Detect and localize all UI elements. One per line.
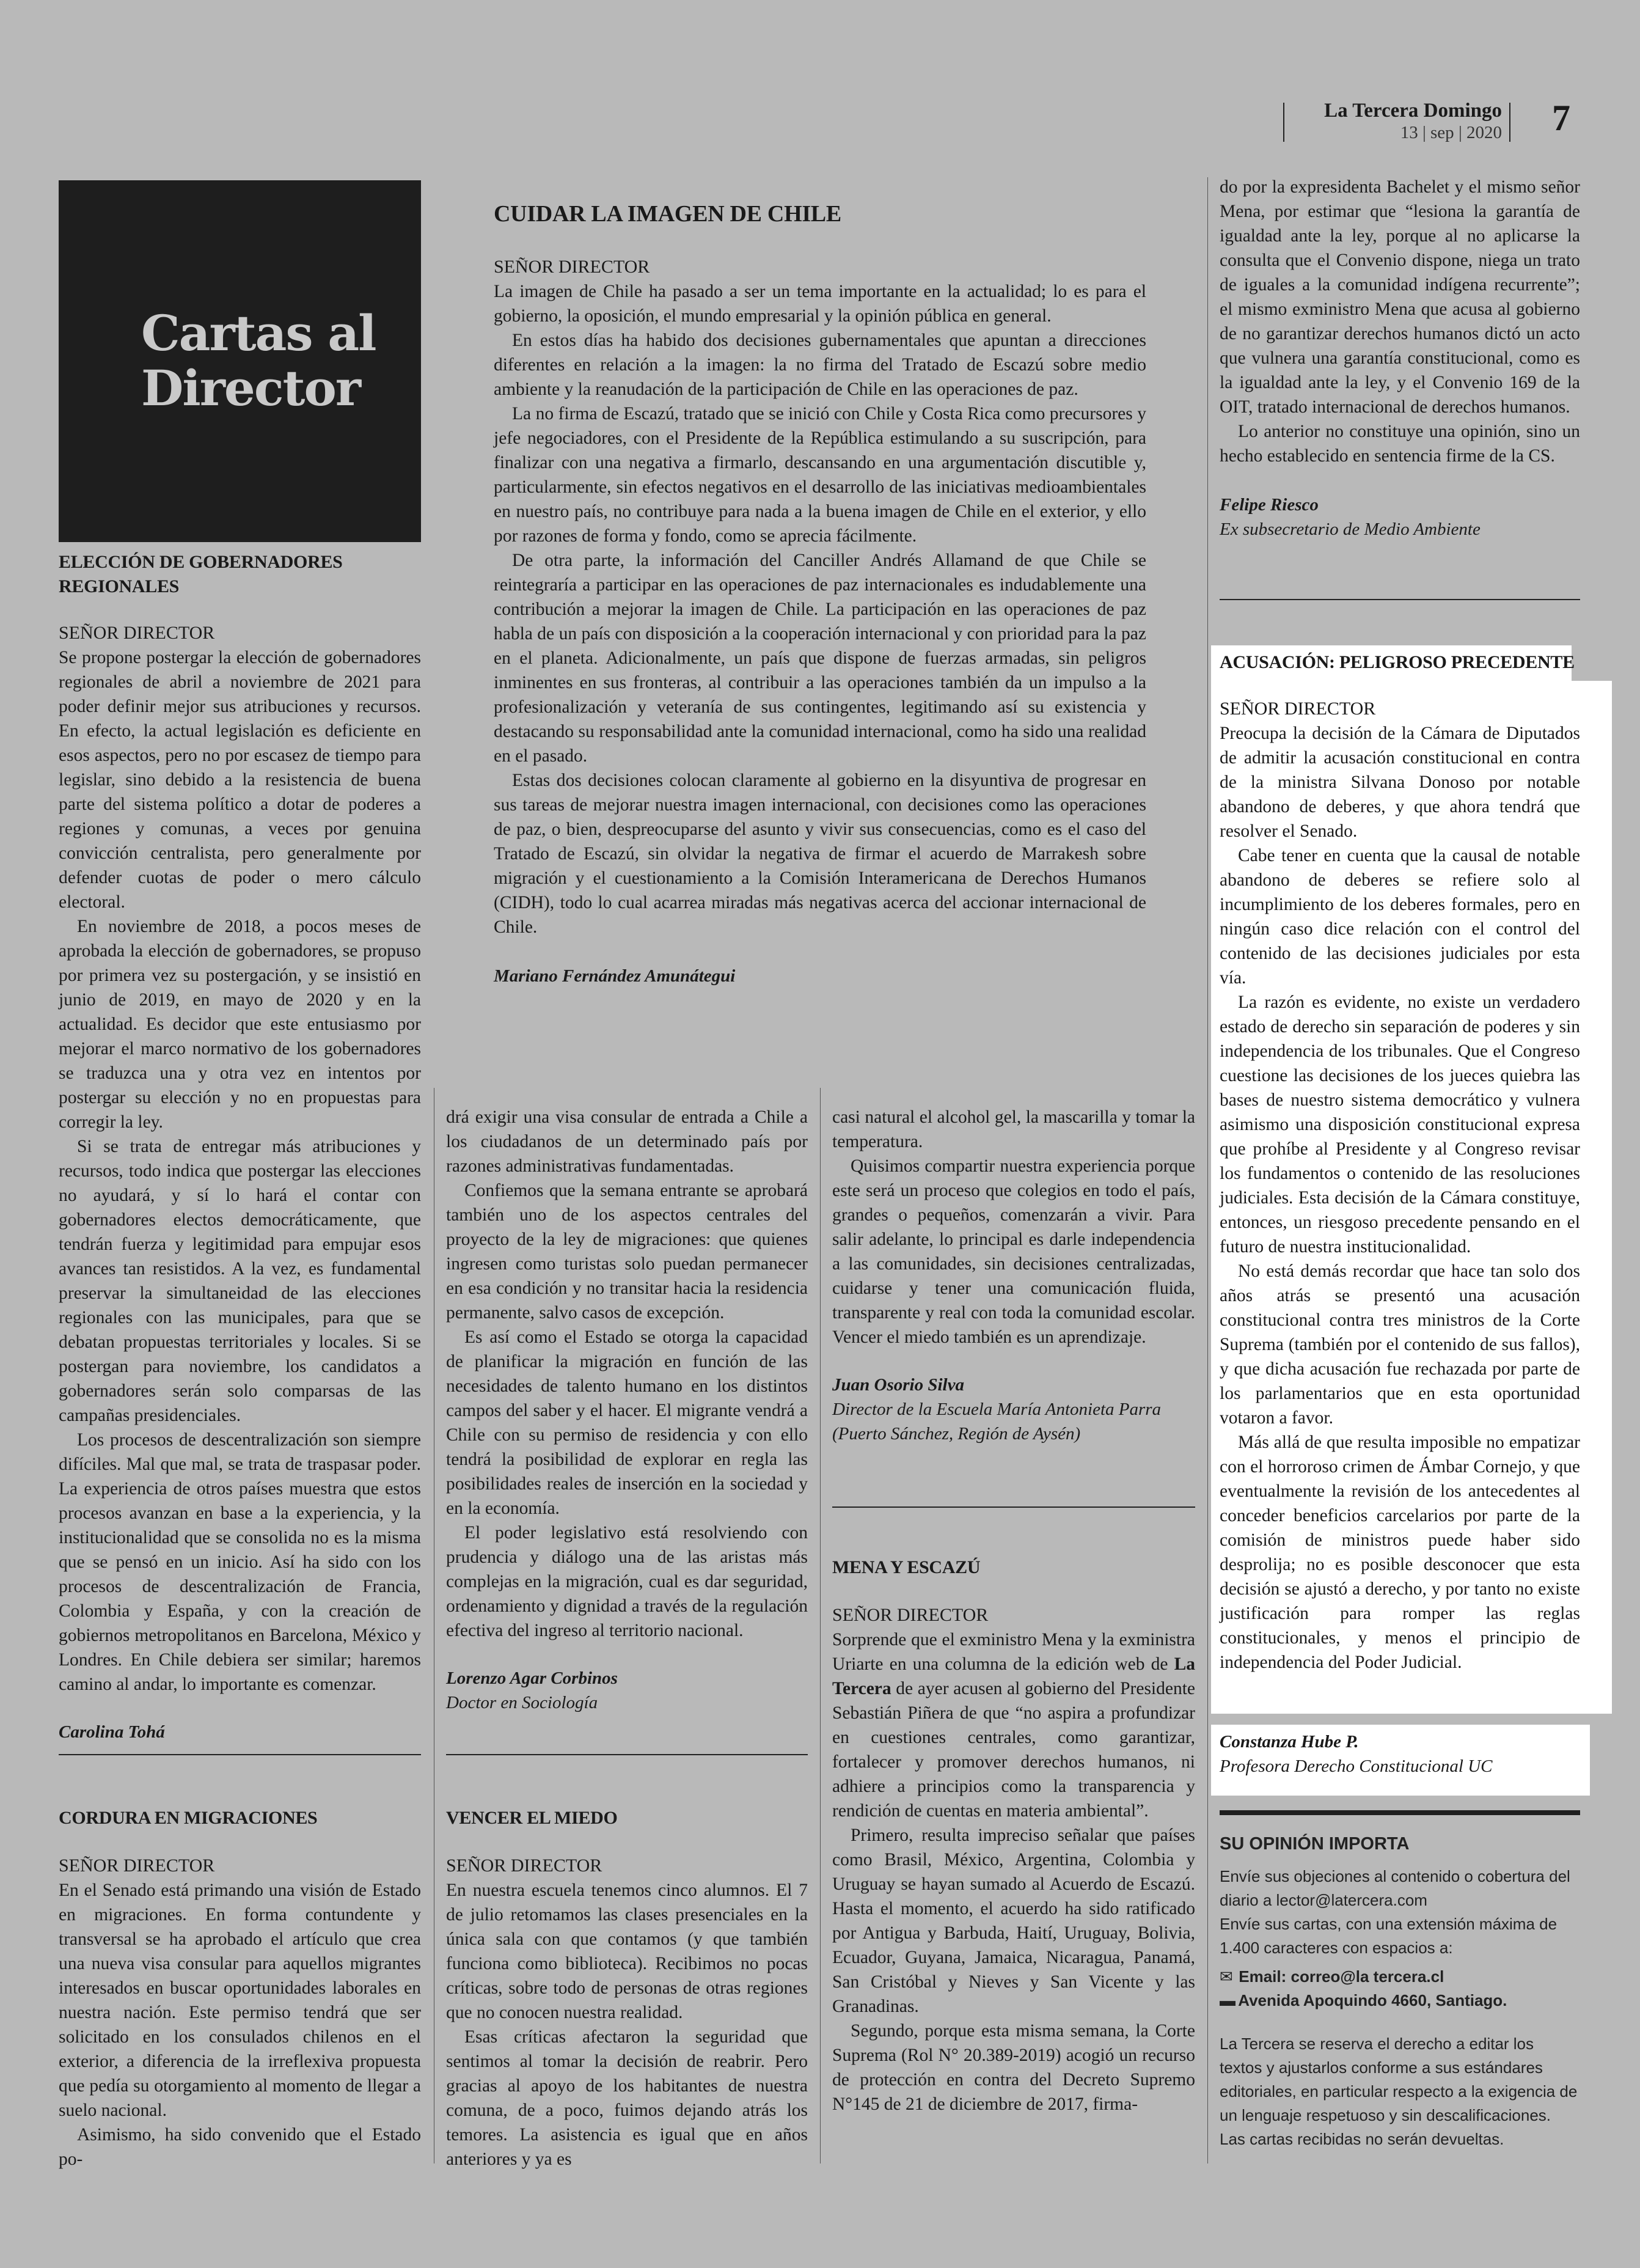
letter-heading: CORDURA EN MIGRACIONES (59, 1808, 318, 1828)
letter-signature: Carolina Tohá (59, 1722, 165, 1742)
column-divider (1207, 177, 1208, 2163)
letter-signature: Constanza Hube P. (1220, 1732, 1359, 1752)
date-year: 2020 (1466, 123, 1502, 142)
section-title-line1: Cartas al (141, 304, 376, 362)
salutation: SEÑOR DIRECTOR (446, 1855, 602, 1876)
salutation: SEÑOR DIRECTOR (832, 1605, 989, 1625)
letter-mena-cont (1220, 175, 1580, 541)
letter-signature-title: Doctor en Sociología (446, 1693, 598, 1712)
letter-heading: VENCER EL MIEDO (446, 1808, 618, 1828)
letter-paragraph: Es así como el Estado se otorga la capacidad de planificar la migración en función de las necesidades de talento humano en los distintos campos del saber y el hacer. El migrante vendrá a Chile con su permiso de residencia y con ello tendrá la posibilidad de explorar en regla las posibilidades reales de inserción en la sociedad y en la economía. (446, 1327, 808, 1518)
letter-miedo-cont (832, 1105, 1195, 1446)
opinion-line2: Envíe sus cartas, con una extensión máxima de 1.400 caracteres con espacios a: (1220, 1915, 1558, 1957)
letter-paragraph: Confiemos que la semana entrante se aprobará también uno de los aspectos centrales del proyecto de la ley de migraciones: que quienes ingresen como turistas solo puedan permanecer en esa condición y no transitar hacia la residencia permanente, salvo casos de excepción. (446, 1181, 808, 1323)
mailbox-icon: ▬ (1220, 1991, 1235, 2009)
paper-name: La Tercera Domingo (1324, 100, 1502, 122)
acusacion-signature (1220, 1730, 1580, 1778)
letter-imagen (494, 199, 1146, 988)
letter-signature-title: Profesora Derecho Constitucional UC (1220, 1756, 1493, 1776)
letter-paragraph: La razón es evidente, no existe un verdadero estado de derecho sin separación de poderes y sin independencia de los tribunales. Que el Congreso cuestione las decisiones de los jueces quiebra las bases de nuestro sistema democrático y vulnera asimismo una disposición constitucional expresa que prohíbe al Presidente y al Congreso revisar los fundamentos o contenido de las resoluciones judiciales. Esta decisión de la Cámara constituye, entonces, un riesgoso precedente pensando en el futuro de nuestra institucionalidad. (1220, 993, 1580, 1257)
opinion-address: Avenida Apoquindo 4660, Santiago. (1238, 1991, 1507, 2009)
letter-paragraph: Quisimos compartir nuestra experiencia porque este será un proceso que colegios en todo el país, grandes o pequeños, comenzarán a vivir. Para salir adelante, lo principal es darle independencia a las comunidades, sin decisiones centralizadas, cuidarse y tener una comunicación fluida, transparente y real con toda la comunidad escolar. Vencer el miedo también es un aprendizaje. (832, 1156, 1195, 1347)
date-month: sep (1430, 123, 1454, 142)
letter-paragraph: casi natural el alcohol gel, la mascarilla y tomar la temperatura. (832, 1107, 1195, 1151)
column-divider (820, 1088, 821, 2163)
letter-paragraph: En nuestra escuela tenemos cinco alumnos. El 7 de julio retomamos las clases presenciales en la única sala con que contamos (y que también funciona como biblioteca). Recibimos no pocas críticas, sobre todo de personas de otras regiones que no conocen nuestra realidad. (446, 1881, 808, 2022)
letter-paragraph: Más allá de que resulta imposible no empatizar con el horroroso crimen de Ámbar Cornejo, y que eventualmente la revisión de los antecedentes al conceder beneficios carcelarios por parte de la comisión de ministros puede haber sido desprolija; no es posible desconocer que esta decisión se ajustó a derecho, y por tanto no existe justificación para romper las reglas constitucionales, y menos el principio de independencia del Poder Judicial. (1220, 1433, 1580, 1672)
letter-signature-title: Ex subsecretario de Medio Ambiente (1220, 519, 1481, 539)
header-divider (1283, 103, 1284, 142)
letter-signature-title: Director de la Escuela María Antonieta Parra (Puerto Sánchez, Región de Aysén) (832, 1400, 1162, 1444)
letter-paragraph (832, 1628, 1195, 1823)
letter-acusacion (1220, 650, 1580, 1675)
opinion-disclaimer: La Tercera se reserva el derecho a editar los textos y ajustarlos conforme a sus estándares editoriales, en particular respecto a la exigencia de un lenguaje respetuoso y sin descalificaciones. Las cartas recibidas no serán devueltas. (1220, 2035, 1578, 2148)
column-rule (59, 1754, 421, 1755)
salutation: SEÑOR DIRECTOR (494, 257, 650, 277)
letter-paragraph: Preocupa la decisión de la Cámara de Diputados de admitir la acusación constitucional en contra de la ministra Silvana Donoso por notable abandono de deberes, y que ahora tendrá que resolver el Senado. (1220, 724, 1580, 841)
letter-paragraph: Asimismo, ha sido convenido que el Estado po- (59, 2125, 421, 2169)
letter-migraciones (59, 1806, 421, 2171)
letter-paragraph: No está demás recordar que hace tan solo dos años atrás se presentó una acusación constitucional contra tres ministros de la Corte Suprema (también por el contenido de sus fallos), y que dicha acusación fue rechazada por parte de los parlamentarios que en esta oportunidad votaron a favor. (1220, 1261, 1580, 1428)
issue-date: 13 | sep | 2020 (1400, 123, 1502, 142)
letter-heading: ELECCIÓN DE GOBERNADORES REGIONALES (59, 552, 343, 596)
section-title-line2: Director (141, 359, 360, 417)
page-header (1289, 99, 1502, 143)
date-day: 13 (1400, 123, 1418, 142)
intro-text: de ayer acusen al gobierno del Presidente Sebastián Piñera de que “no aspira a profundizar en cuestiones centrales, como garantizar, fortalecer y promover derechos humanos, ni adhiere a principios como la transparencia y rendición de cuentas en materia ambiental”. (832, 1679, 1196, 1821)
letter-signature: Felipe Riesco (1220, 495, 1319, 515)
header-divider-2 (1509, 103, 1510, 142)
letter-paragraph: La imagen de Chile ha pasado a ser un tema importante en la actualidad; lo es para el gobierno, la oposición, el mundo empresarial y la opinión pública en general. (494, 282, 1146, 326)
section-box (59, 180, 421, 542)
opinion-title: SU OPINIÓN IMPORTA (1220, 1834, 1410, 1854)
letter-paragraph: Lo anterior no constituye una opinión, sino un hecho establecido en sentencia firme de la CS. (1220, 422, 1580, 466)
column-rule (832, 1506, 1195, 1508)
letter-paragraph: De otra parte, la información del Canciller Andrés Allamand de que Chile se reintegraría a participar en las operaciones de paz internacionales es indudablemente una contribución a mejorar la imagen de Chile. La participación en las operaciones de paz habla de un país con disposición a la cooperación internacional y con prioridad para la paz en el planeta. Adicionalmente, un país que dispone de fuerzas armadas, sin peligros inminentes en sus fronteras, al contribuir a las operaciones también da un impulso a la profesionalización y veteranía de sus contingentes, legitimando así su existencia y destacando su responsabilidad ante la comunidad internacional, como ha sido una realidad en el pasado. (494, 551, 1146, 766)
mail-icon: ✉ (1220, 1967, 1233, 1986)
letter-heading: CUIDAR LA IMAGEN DE CHILE (494, 201, 841, 227)
opinion-line1: Envíe sus objeciones al contenido o cobertura del diario a lector@latercera.com (1220, 1867, 1570, 1909)
letter-paragraph: Estas dos decisiones colocan claramente al gobierno en la disyuntiva de progresar en sus tareas de mejorar nuestra imagen internacional, con decisiones como las operaciones de paz, o bien, despreocuparse del asunto y vivir sus consecuencias, como es el caso del Tratado de Escazú, sin olvidar la negativa de firmar el acuerdo de Marrakesh sobre migración y el cuestionamiento a la Comisión Interamericana de Derechos Humanos (CIDH), todo lo cual acarrea miradas más negativas acerca del accionar internacional de Chile. (494, 771, 1146, 937)
letter-heading: MENA Y ESCAZÚ (832, 1557, 981, 1577)
letter-gobernadores (59, 550, 421, 1744)
letter-signature: Mariano Fernández Amunátegui (494, 966, 736, 986)
letter-signature: Juan Osorio Silva (832, 1375, 964, 1395)
page-number: 7 (1552, 98, 1570, 138)
brand-name: La Tercera (832, 1654, 1196, 1698)
letter-paragraph: En el Senado está primando una visión de Estado en migraciones. En forma contundente y transversal se ha aprobado el artículo que crea una nueva visa consular para aquellos migrantes interesados en buscar oportunidades laborales en nuestra nación. Este permiso tendrá que ser solicitado en los consulados chilenos en el exterior, a diferencia de la irreflexiva propuesta que pedía su otorgamiento al momento de llegar a suelo nacional. (59, 1881, 421, 2120)
letter-mena (832, 1555, 1195, 2116)
email-row (1220, 1965, 1580, 1989)
letter-migraciones-cont (446, 1105, 808, 1715)
opinion-top-rule (1220, 1810, 1580, 1815)
column-rule (1220, 599, 1580, 600)
letter-paragraph: Esas críticas afectaron la seguridad que sentimos al tomar la decisión de reabrir. Pero gracias al apoyo de los habitantes de nuestra comuna, de a poco, fuimos dejando atrás los temores. La asistencia es igual que en años anteriores y ya es (446, 2027, 808, 2169)
letter-heading: ACUSACIÓN: PELIGROSO PRECEDENTE (1220, 652, 1575, 672)
address-row (1220, 1989, 1580, 2013)
opinion-box (1220, 1830, 1580, 2151)
salutation: SEÑOR DIRECTOR (59, 623, 215, 643)
letter-paragraph: Cabe tener en cuenta que la causal de notable abandono de deberes se refiere solo al incumplimiento de los deberes formales, pero en ningún caso dice relación con el control del contenido de las decisiones judiciales por esta vía. (1220, 846, 1580, 988)
intro-text: Sorprende que el exministro Mena y la exministra Uriarte en una columna de la edición web de (832, 1630, 1195, 1674)
letter-paragraph: drá exigir una visa consular de entrada a Chile a los ciudadanos de un determinado país por razones administrativas fundamentadas. (446, 1107, 808, 1176)
letter-paragraph: El poder legislativo está resolviendo con prudencia y diálogo una de las aristas más complejas en la migración, cual es dar seguridad, ordenamiento y dignidad a través de la regulación efectiva del ingreso al territorio nacional. (446, 1523, 808, 1640)
letter-paragraph: Primero, resulta impreciso señalar que países como Brasil, México, Argentina, Colombia y Uruguay se hayan sumado al Acuerdo de Escazú. Hasta el momento, el acuerdo ha sido ratificado por Antigua y Barbuda, Haití, Uruguay, Bolivia, Ecuador, Guyana, Jamaica, Nicaragua, Panamá, San Cristóbal y Nieves y San Vicente y las Granadinas. (832, 1826, 1195, 2016)
letter-paragraph: Si se trata de entregar más atribuciones y recursos, todo indica que postergar las elecciones no ayudará, y sí lo hará el contar con gobernadores electos democráticamente, que tendrán fuerza y legitimidad para empujar esos avances tan resistidos. A la vez, es fundamental preservar la simultaneidad de las elecciones regionales con las municipales, para que se debatan propuestas territoriales y locales. Si se postergan para noviembre, los candidatos a gobernadores serán solo comparsas de las campañas presidenciales. (59, 1137, 421, 1425)
letter-miedo (446, 1806, 808, 2171)
letter-paragraph: En noviembre de 2018, a pocos meses de aprobada la elección de gobernadores, se propuso por primera vez su postergación, y se insistió en junio de 2019, en mayo de 2020 y en la actualidad. Es decidor que este entusiasmo por mejorar el marco normativo de los gobernadores se traduzca una y otra vez en intentos por postergar su elección y no en propuestas para corregir la ley. (59, 917, 421, 1132)
salutation: SEÑOR DIRECTOR (59, 1855, 215, 1876)
salutation: SEÑOR DIRECTOR (1220, 699, 1376, 719)
section-title (141, 306, 376, 416)
letter-paragraph: Segundo, porque esta misma semana, la Corte Suprema (Rol N° 20.389-2019) acogió un recurso de protección en contra del Decreto Supremo N°145 de 21 de diciembre de 2017, firma- (832, 2021, 1195, 2114)
opinion-email: Email: correo@la tercera.cl (1239, 1967, 1444, 1986)
letter-paragraph: Los procesos de descentralización son siempre difíciles. Mal que mal, se trata de traspasar poder. La experiencia de otros países muestra que estos procesos avanzan en base a la experiencia, y la institucionalidad que se consolida no es la misma que se pensó en un inicio. Así ha sido con los procesos de descentralización de Francia, Colombia y España, y con la creación de gobiernos metropolitanos en Barcelona, México y Londres. En Chile debiera ser similar; haremos camino al andar, lo importante es comenzar. (59, 1430, 421, 1694)
letter-paragraph: Se propone postergar la elección de gobernadores regionales de abril a noviembre de 2021 para poder definir mejor sus atribuciones y recursos. En efecto, la actual legislación es deficiente en esos aspectos, pero no por escasez de tiempo para legislar, sino debido a la resistencia de buena parte del sistema político a dotar de poderes a regiones y comunas, a veces por genuina convicción centralista, pero generalmente por defender cuotas de poder o mero cálculo electoral. (59, 648, 421, 912)
letter-paragraph: do por la expresidenta Bachelet y el mismo señor Mena, por estimar que “lesiona la garantía de igualdad ante la ley, porque al no aplicarse la consulta que el Convenio dispone, niega un trato de iguales a la comunidad indígena recurrente”; el mismo exministro Mena que acusa al gobierno de no garantizar derechos humanos dictó un acto que vulnera una garantía constitucional, como es la igualdad ante la ley, y el Convenio 169 de la OIT, tratado internacional de derechos humanos. (1220, 177, 1580, 417)
letter-paragraph: La no firma de Escazú, tratado que se inició con Chile y Costa Rica como precursores y jefe negociadores, con el Presidente de la República estimulando a su suscripción, para finalizar con una negativa a firmarlo, descansando en una argumentación discutible y, particularmente, sin efectos negativos en el desarrollo de las iniciativas medioambientales en nuestro país, no contribuye para nada a la buena imagen de Chile en el exterior, y ello por razones de forma y fondo, como se aprecia fácilmente. (494, 404, 1146, 546)
column-rule (446, 1754, 808, 1755)
letter-paragraph: En estos días ha habido dos decisiones gubernamentales que apuntan a direcciones diferentes en relación a la imagen: la no firma del Tratado de Escazú sobre medio ambiente y la reanudación de la participación de Chile en las operaciones de paz. (494, 331, 1146, 399)
letter-signature: Lorenzo Agar Corbinos (446, 1668, 618, 1688)
